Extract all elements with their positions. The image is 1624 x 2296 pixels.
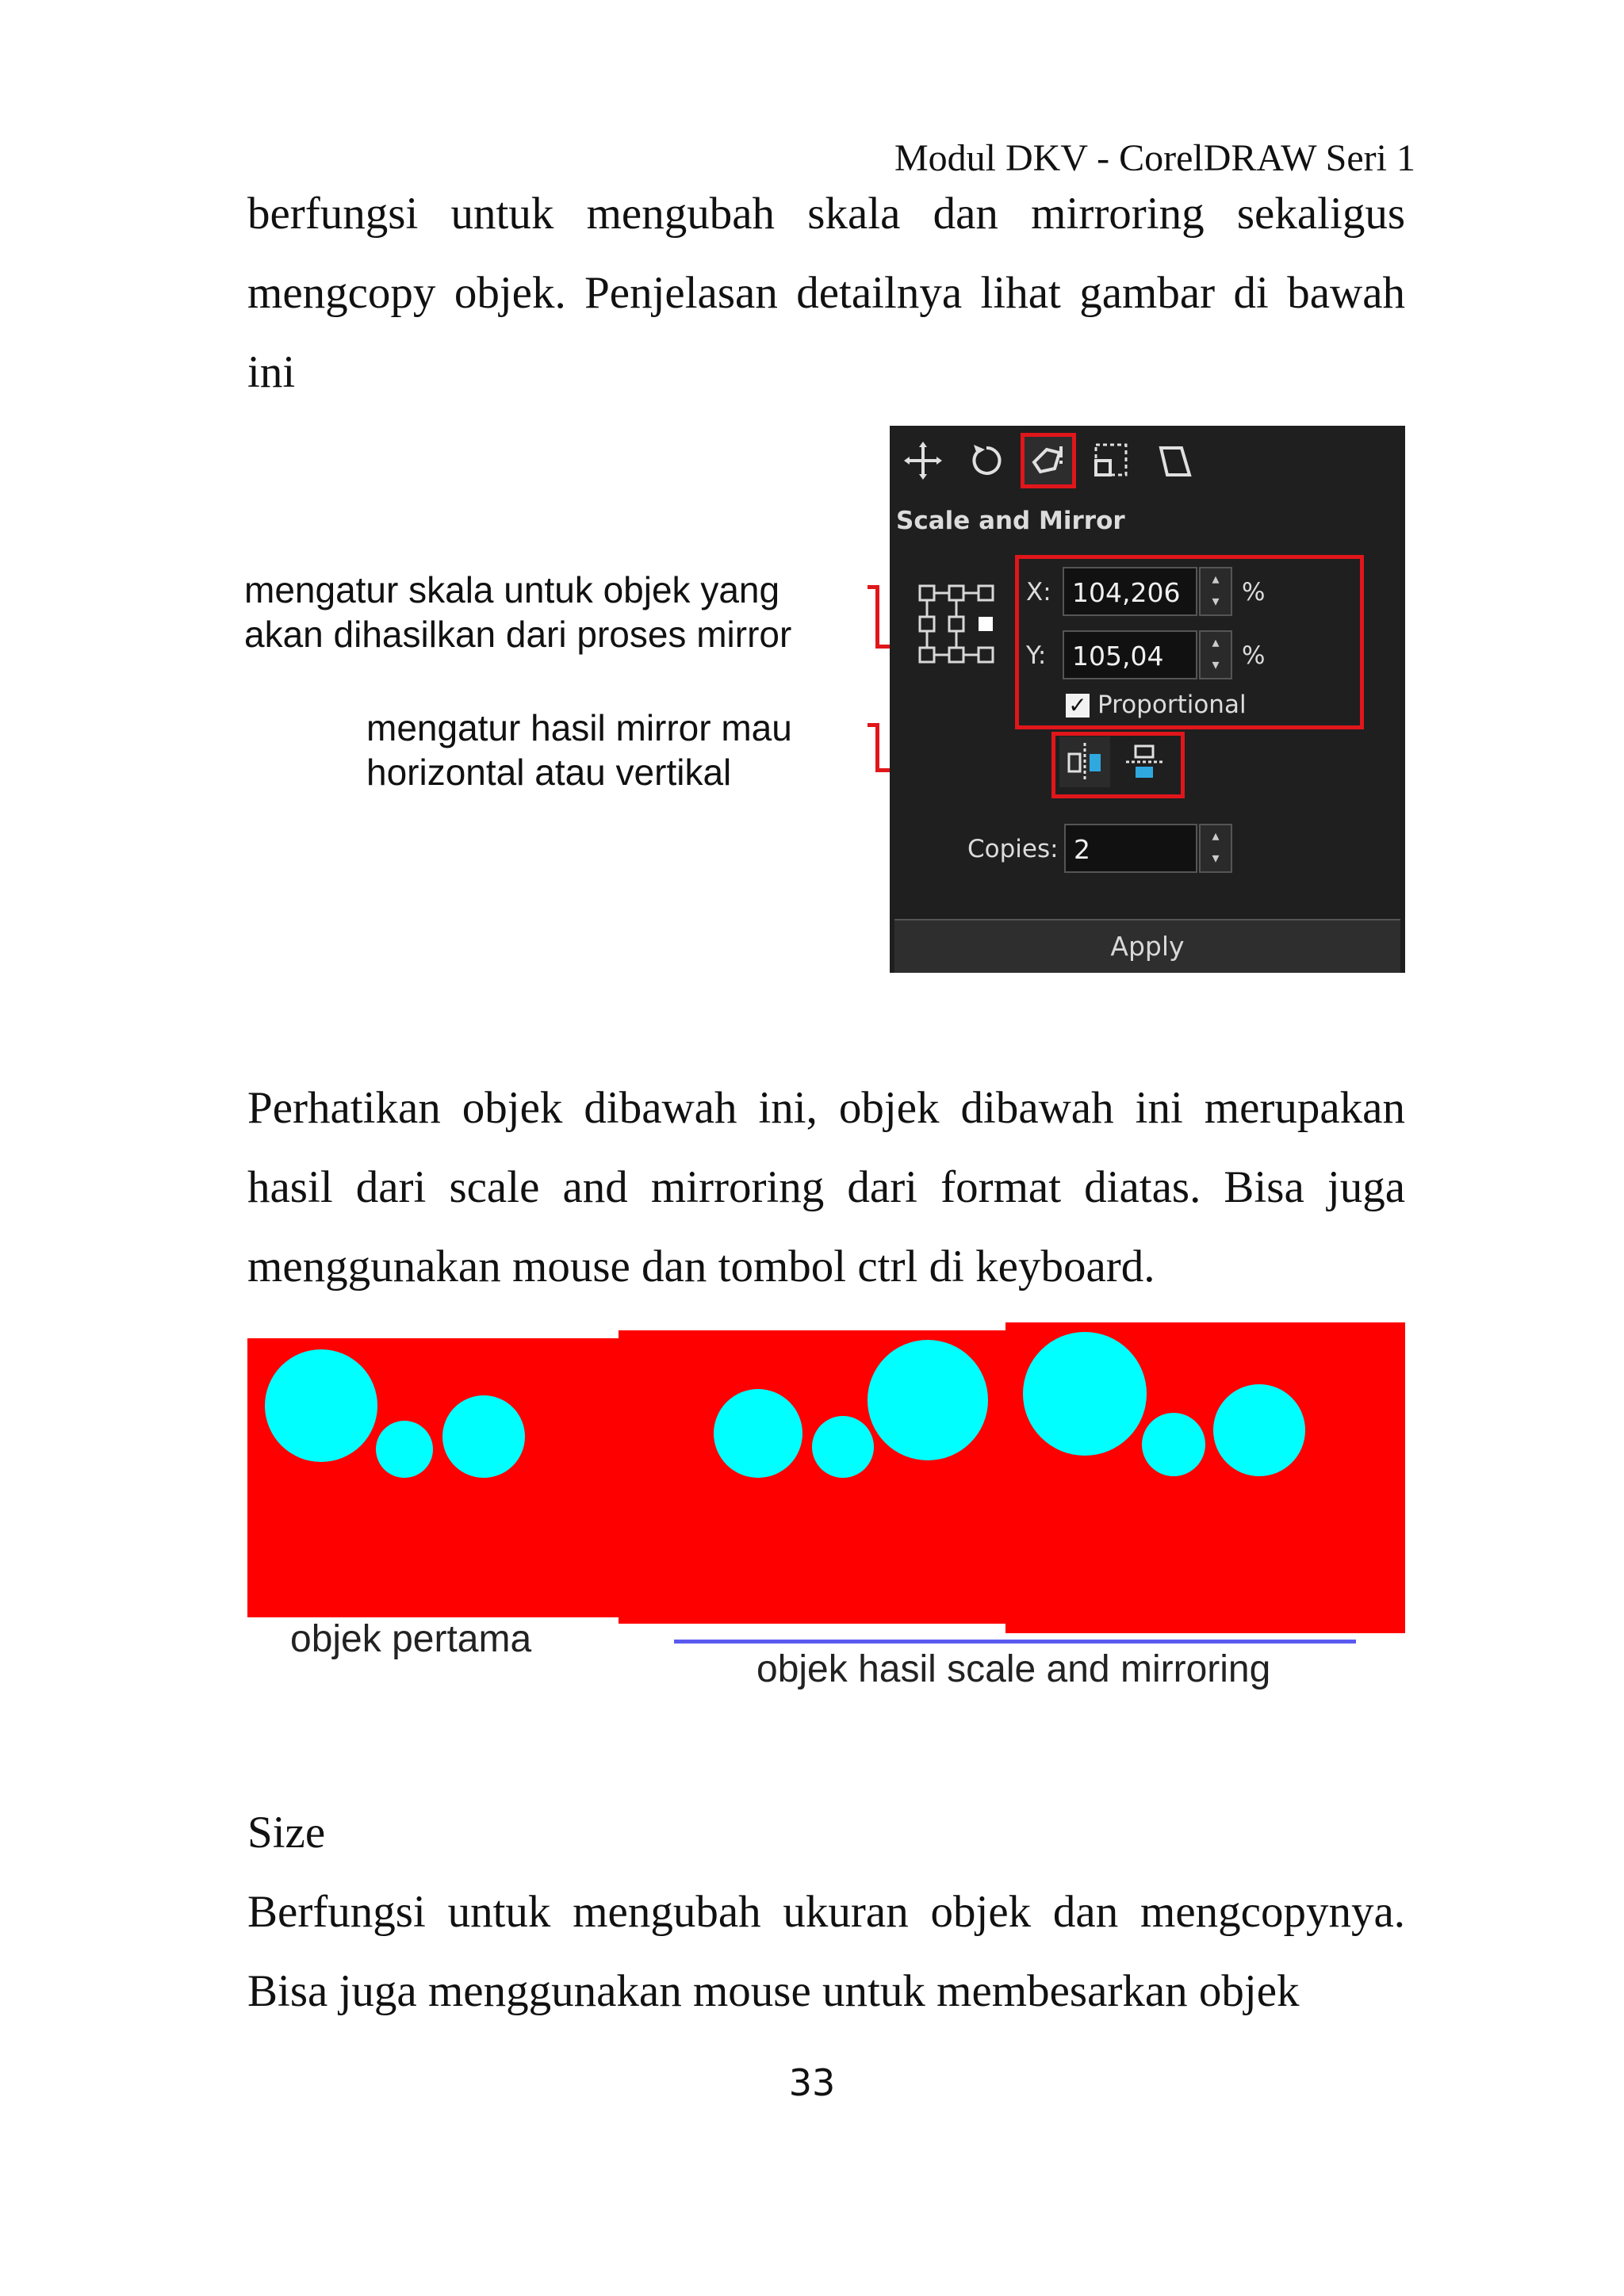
- connector-scale-vertical: [875, 585, 879, 649]
- y-label: Y:: [1026, 641, 1047, 670]
- x-label: X:: [1026, 578, 1051, 607]
- circle: [1023, 1332, 1147, 1456]
- x-spinner[interactable]: ▴ ▾: [1199, 567, 1232, 616]
- circle: [1213, 1384, 1305, 1476]
- scale-mirror-panel: [890, 426, 1405, 973]
- vertical-mirror-button[interactable]: [1120, 737, 1170, 787]
- running-header: Modul DKV - CorelDRAW Seri 1: [894, 137, 1415, 179]
- proportional-checkbox[interactable]: ✓: [1066, 694, 1090, 718]
- intro-line-2: mengcopy objek. Penjelasan detailnya lihat gambar di bawah: [247, 268, 1405, 318]
- scale-mirror-icon[interactable]: [1023, 435, 1074, 486]
- body-line-3: menggunakan mouse dan tombol ctrl di keyboard.: [247, 1242, 1155, 1292]
- horizontal-mirror-button[interactable]: [1059, 737, 1110, 787]
- size-icon[interactable]: [1086, 435, 1137, 486]
- callout-scale-line-1: mengatur skala untuk objek yang: [244, 569, 780, 610]
- size-line-2: Bisa juga menggunakan mouse untuk membesarkan objek: [247, 1966, 1300, 2016]
- circle: [812, 1416, 874, 1478]
- apply-button[interactable]: Apply: [894, 919, 1400, 973]
- page-number: 33: [788, 2061, 836, 2104]
- body-line-2: hasil dari scale and mirroring dari format diatas. Bisa juga: [247, 1162, 1405, 1212]
- callout-mirror-line-1: mengatur hasil mirror mau: [366, 707, 792, 748]
- circle: [265, 1349, 377, 1462]
- copies-spinner[interactable]: ▴ ▾: [1199, 824, 1232, 873]
- intro-line-1: berfungsi untuk mengubah skala dan mirroring sekaligus: [247, 189, 1405, 239]
- copies-input[interactable]: 2: [1064, 824, 1197, 873]
- size-heading: Size: [247, 1808, 326, 1858]
- result-underline: [674, 1640, 1356, 1644]
- copies-label: Copies:: [967, 835, 1059, 863]
- caption-first-object: objek pertama: [290, 1618, 532, 1660]
- circle: [1142, 1413, 1205, 1476]
- size-line-1: Berfungsi untuk mengubah ukuran objek dan mengcopynya.: [247, 1887, 1405, 1937]
- position-icon[interactable]: [898, 435, 948, 486]
- rotate-icon[interactable]: [961, 435, 1012, 486]
- anchor-grid-icon[interactable]: [918, 583, 994, 665]
- body-line-1: Perhatikan objek dibawah ini, objek dibawah ini merupakan: [247, 1083, 1405, 1133]
- y-scale-input[interactable]: 105,04: [1063, 630, 1197, 679]
- intro-line-3: ini: [247, 347, 296, 397]
- connector-mirror-vertical: [875, 723, 879, 772]
- y-unit: %: [1242, 641, 1266, 670]
- circle: [714, 1389, 802, 1478]
- callout-mirror-line-2: horizontal atau vertikal: [366, 752, 732, 793]
- circle: [376, 1421, 433, 1478]
- x-scale-input[interactable]: 104,206: [1063, 567, 1197, 616]
- callout-scale-line-2: akan dihasilkan dari proses mirror: [244, 614, 792, 655]
- x-unit: %: [1242, 578, 1266, 607]
- panel-title: Scale and Mirror: [896, 507, 1125, 535]
- skew-icon[interactable]: [1150, 435, 1201, 486]
- y-spinner[interactable]: ▴ ▾: [1199, 630, 1232, 679]
- proportional-label: Proportional: [1097, 691, 1247, 719]
- circle: [442, 1395, 525, 1478]
- caption-result-object: objek hasil scale and mirroring: [756, 1648, 1271, 1690]
- circle: [868, 1340, 988, 1460]
